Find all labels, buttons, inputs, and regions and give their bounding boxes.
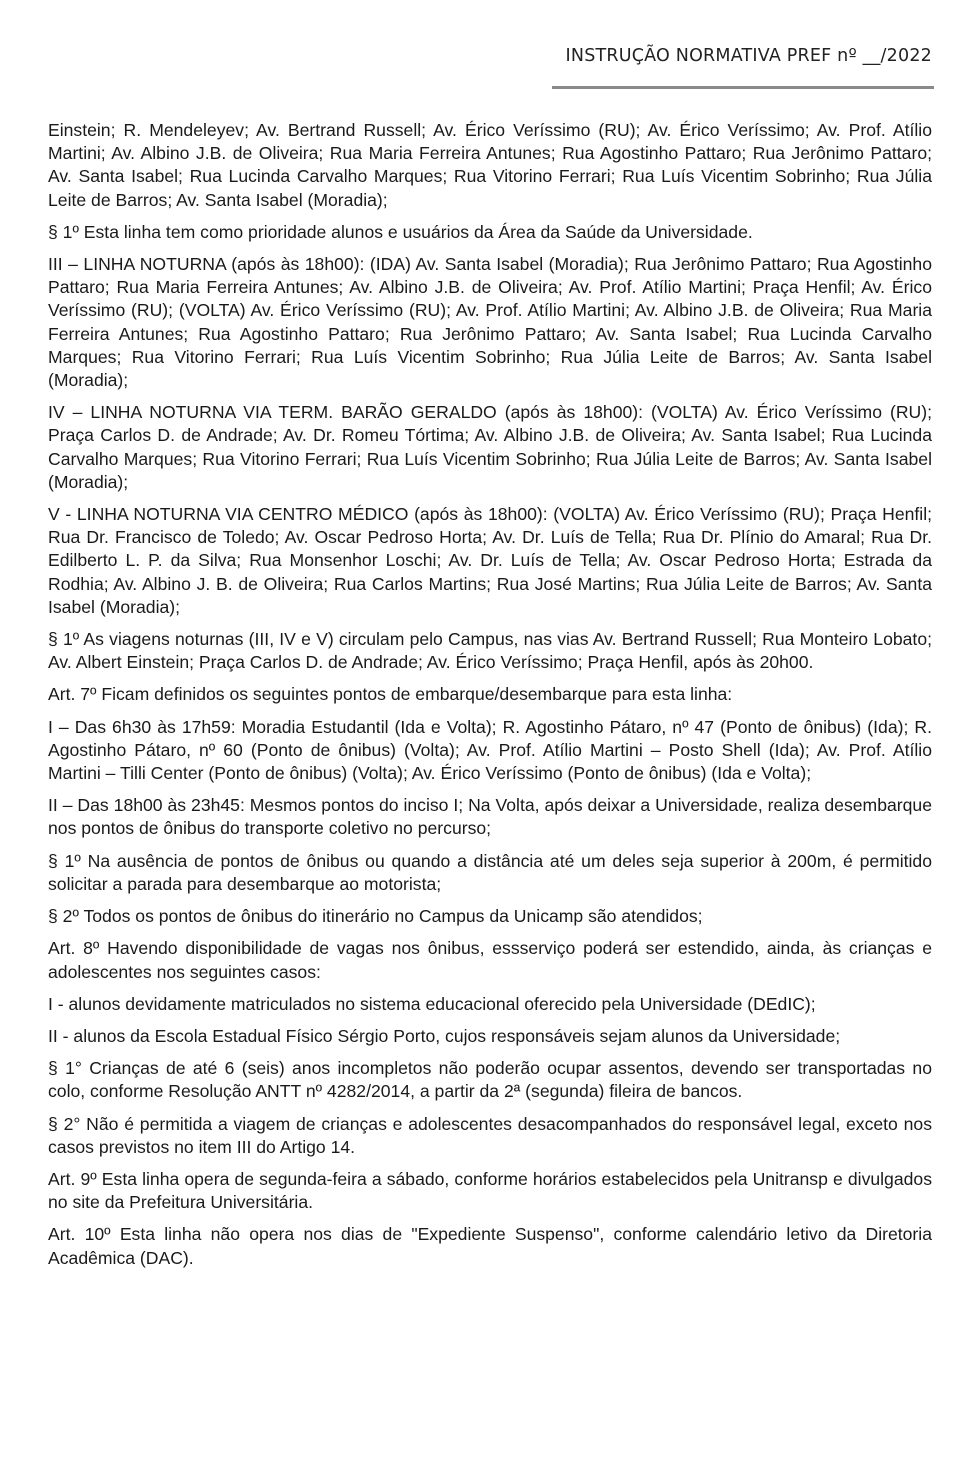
paragraph-art-7-item-ii: II – Das 18h00 às 23h45: Mesmos pontos do inciso I; Na Volta, após deixar a Universidade, realiza desembarque nos pontos de ônibus do transporte coletivo no percurso;	[48, 795, 932, 839]
paragraph-art-7: Art. 7º Ficam definidos os seguintes pontos de embarque/desembarque para esta linha:	[48, 684, 733, 705]
paragraph-art-8: Art. 8º Havendo disponibilidade de vagas nos ônibus, essserviço poderá ser estendido, ainda, às crianças e adolescentes nos seguintes casos:	[48, 938, 932, 982]
paragraph-art-8-par-2: § 2° Não é permitida a viagem de crianças e adolescentes desacompanhados do responsável legal, exceto nos casos previstos no item III do Artigo 14.	[48, 1113, 932, 1157]
paragraph-priority-note: § 1º Esta linha tem como prioridade alunos e usuários da Área da Saúde da Universidade.	[48, 221, 753, 242]
document-header	[48, 46, 932, 66]
document-body	[48, 119, 932, 1279]
paragraph-art-7-par-1: § 1º Na ausência de pontos de ônibus ou quando a distância até um deles seja superior à 200m, é permitido solicitar a parada para desembarque ao motorista;	[48, 850, 932, 894]
paragraph-art-7-par-2: § 2º Todos os pontos de ônibus do itinerário no Campus da Unicamp são atendidos;	[48, 906, 703, 927]
paragraph-art-8-par-1: § 1° Crianças de até 6 (seis) anos incompletos não poderão ocupar assentos, devendo ser transportadas no colo, conforme Resolução ANTT nº 4282/2014, a partir da 2ª (segunda) fileira de bancos.	[48, 1058, 932, 1102]
paragraph-art-10: Art. 10º Esta linha não opera nos dias de "Expediente Suspenso", conforme calendário letivo da Diretoria Acadêmica (DAC).	[48, 1224, 932, 1268]
document-title: INSTRUÇÃO NORMATIVA PREF nº __/2022	[565, 46, 932, 66]
paragraph-art-9: Art. 9º Esta linha opera de segunda-feira a sábado, conforme horários estabelecidos pela Unitransp e divulgados no site da Prefeitura Universitária.	[48, 1168, 932, 1213]
paragraph-linha-noturna-barao-geraldo: IV – LINHA NOTURNA VIA TERM. BARÃO GERALDO (após às 18h00): (VOLTA) Av. Érico Veríssimo (RU); Praça Carlos D. de Andrade; Av. Dr. Romeu Tórtima; Av. Albino J.B. de Oliveira; Av. Santa Isabel; Rua Lucinda Carvalho Marques; Rua Vitorino Ferrari; Rua Luís Vicentim Sobrinho; Rua Júlia Leite de Barros; Av. Santa Isabel (Moradia);	[48, 402, 932, 492]
header-divider	[552, 86, 934, 89]
paragraph-art-7-item-i: I – Das 6h30 às 17h59: Moradia Estudantil (Ida e Volta); R. Agostinho Pátaro, nº 47 (Ponto de ônibus) (Ida); R. Agostinho Pátaro, nº 60 (Ponto de ônibus) (Volta); Av. Prof. Atílio Martini – Posto Shell (Ida); Av. Prof. Atílio Martini – Tilli Center (Ponto de ônibus) (Volta); Av. Érico Veríssimo (Ponto de ônibus) (Ida e Volta);	[48, 716, 932, 784]
paragraph-art-8-item-ii: II - alunos da Escola Estadual Físico Sérgio Porto, cujos responsáveis sejam alunos da Universidade;	[48, 1025, 841, 1046]
paragraph-night-trips-note: § 1º As viagens noturnas (III, IV e V) circulam pelo Campus, nas vias Av. Bertrand Russell; Rua Monteiro Lobato; Av. Albert Einstein; Praça Carlos D. de Andrade; Av. Érico Veríssimo; Praça Henfil, após às 20h00.	[48, 629, 932, 673]
paragraph-route-continuation: Einstein; R. Mendeleyev; Av. Bertrand Russell; Av. Érico Veríssimo (RU); Av. Érico Veríssimo; Av. Prof. Atílio Martini; Av. Albino J.B. de Oliveira; Rua Maria Ferreira Antunes; Rua Agostinho Pattaro; Rua Jerônimo Pattaro; Av. Santa Isabel; Rua Lucinda Carvalho Marques; Rua Vitorino Ferrari; Rua Luís Vicentim Sobrinho; Rua Júlia Leite de Barros; Av. Santa Isabel (Moradia);	[48, 120, 932, 210]
paragraph-linha-noturna: III – LINHA NOTURNA (após às 18h00): (IDA) Av. Santa Isabel (Moradia); Rua Jerônimo Pattaro; Rua Agostinho Pattaro; Rua Maria Ferreira Antunes; Av. Albino J.B. de Oliveira; Av. Prof. Atílio Martini; Praça Henfil; Av. Érico Veríssimo (RU); (VOLTA) Av. Érico Veríssimo (RU); Av. Prof. Atílio Martini; Av. Albino J.B. de Oliveira; Rua Maria Ferreira Antunes; Rua Agostinho Pattaro; Rua Jerônimo Pattaro; Av. Santa Isabel; Rua Lucinda Carvalho Marques; Rua Vitorino Ferrari; Rua Luís Vicentim Sobrinho; Rua Júlia Leite de Barros; Av. Santa Isabel (Moradia);	[48, 254, 932, 391]
paragraph-linha-noturna-centro-medico: V - LINHA NOTURNA VIA CENTRO MÉDICO (após às 18h00): (VOLTA) Av. Érico Veríssimo (RU); Praça Henfil; Rua Dr. Francisco de Toledo; Av. Oscar Pedroso Horta; Av. Dr. Luís de Tella; Rua Dr. Plínio do Amaral; Rua Dr. Edilberto L. P. da Silva; Rua Monsenhor Loschi; Av. Dr. Luís de Tella; Av. Oscar Pedroso Horta; Estrada da Rodhia; Av. Albino J. B. de Oliveira; Rua Carlos Martins; Rua José Martins; Rua Júlia Leite de Barros; Av. Santa Isabel (Moradia);	[48, 504, 932, 617]
paragraph-art-8-item-i: I - alunos devidamente matriculados no sistema educacional oferecido pela Universidade (DEdIC);	[48, 993, 816, 1014]
